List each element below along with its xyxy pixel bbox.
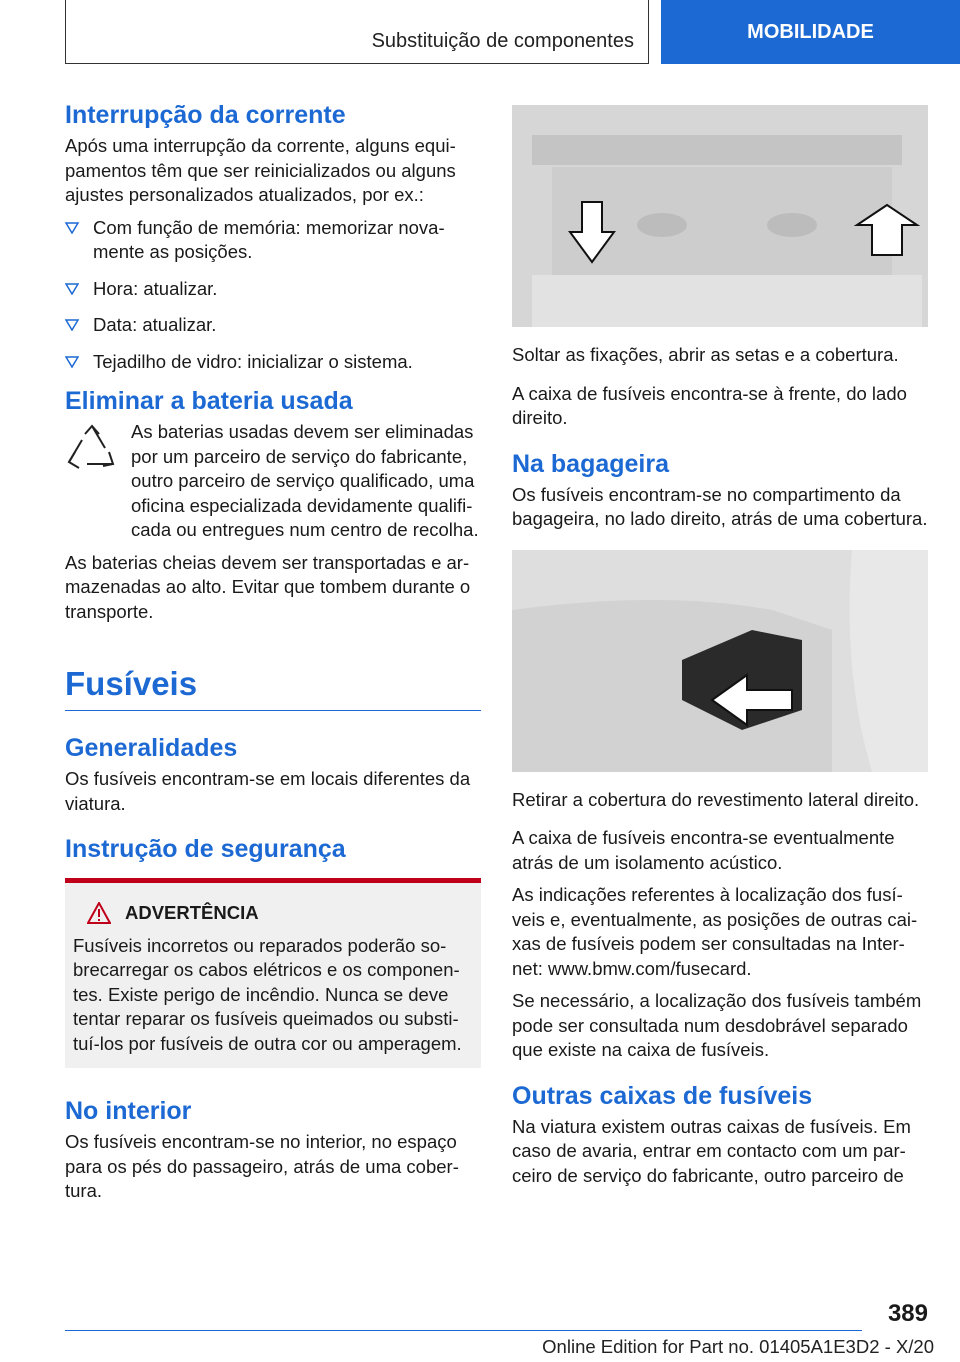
list-item: Hora: atualizar. xyxy=(65,277,481,302)
recycle-icon xyxy=(65,424,119,478)
recycle-block xyxy=(65,420,481,543)
warning-box xyxy=(65,878,481,1068)
paragraph-fusebox-location: A caixa de fusíveis encontra-se à frente, do lado direito. xyxy=(512,382,907,428)
right-column xyxy=(512,100,928,1196)
triangle-bullet-icon xyxy=(65,356,79,368)
paragraph-battery-transport: As baterias cheias devem ser transportadas e armazenadas ao alto. Evitar que tombem durante o transporte. xyxy=(65,551,471,622)
heading-safety: Instrução de segurança xyxy=(65,835,346,863)
caption-luggage-trim: Retirar a cobertura do revestimento lateral direito. xyxy=(512,788,920,810)
paragraph-acoustic-insulation: A caixa de fusíveis encontra-se eventualmente atrás de um isolamento acústico. xyxy=(512,827,895,873)
footer-rule xyxy=(65,1330,862,1331)
warning-text: Fusíveis incorretos ou reparados poderão sobrecarregar os cabos elétricos e os componentes. Existe perigo de incêndio. Nunca se deve tentar reparar os fusíveis queimados ou substituí-los por fusíveis de outra cor ou amperagem. xyxy=(73,934,462,1054)
paragraph-luggage: Os fusíveis encontram-se no compartimento da bagageira, no lado direito, atrás de uma cobertura. xyxy=(512,483,928,529)
warning-header xyxy=(73,901,473,926)
list-item: Tejadilho de vidro: inicializar o sistema. xyxy=(65,350,481,375)
list-item: Data: atualizar. xyxy=(65,313,481,338)
list-item: Com função de memória: memorizar novamente as posições. xyxy=(65,216,481,265)
warning-triangle-icon xyxy=(87,902,111,924)
heading-interior: No interior xyxy=(65,1097,192,1125)
paragraph-interior: Os fusíveis encontram-se no interior, no espaço para os pés do passageiro, atrás de uma cobertura. xyxy=(65,1131,459,1201)
triangle-bullet-icon xyxy=(65,222,79,234)
triangle-bullet-icon xyxy=(65,319,79,331)
header-section-box xyxy=(65,0,649,64)
fusebox-cover-photo xyxy=(512,105,928,327)
heading-luggage: Na bagageira xyxy=(512,449,670,478)
warning-label: ADVERTÊNCIA xyxy=(125,902,259,923)
triangle-bullet-icon xyxy=(65,283,79,295)
chapter-heading-block xyxy=(65,664,481,711)
paragraph-battery-disposal: As baterias usadas devem ser eliminadas por um parceiro de serviço do fabricante, outro parceiro de serviço qualificado, uma oficina especializada devidamente qualificada ou entregues num centro de recolha. xyxy=(131,421,479,540)
page-number: 389 xyxy=(887,1300,928,1327)
paragraph-foldout-info: Se necessário, a localização dos fusíveis também pode ser consultada num desdobrável separado que existe na caixa de fusíveis. xyxy=(512,990,922,1060)
bullet-list xyxy=(65,216,481,375)
paragraph-other-fuseboxes: Na viatura existem outras caixas de fusíveis. Em caso de avaria, entrar em contacto com um parceiro de serviço do fabricante, outro parceiro de xyxy=(512,1115,911,1186)
footer-edition: Online Edition for Part no. 01405A1E3D2 - X/20 xyxy=(542,1336,934,1357)
header-chapter-tab: MOBILIDADE xyxy=(661,0,960,64)
luggage-trim-photo xyxy=(512,550,928,772)
paragraph-fusecard-info: As indicações referentes à localização dos fusíveis e, eventualmente, as posições de outras caixas de fusíveis podem ser consultadas na Internet: www.bmw.com/fusecard. xyxy=(512,884,918,979)
heading-battery-disposal: Eliminar a bateria usada xyxy=(65,387,353,415)
paragraph-general: Os fusíveis encontram-se em locais diferentes da viatura. xyxy=(65,768,471,814)
heading-general: Generalidades xyxy=(65,734,238,762)
header-section-title: Substituição de componentes xyxy=(371,30,634,52)
left-column xyxy=(65,100,481,1212)
paragraph-power-interruption: Após uma interrupção da corrente, alguns equipamentos têm que ser reinicializados ou alguns ajustes personalizados atualizados, por ex.: xyxy=(65,135,456,205)
heading-other-fuseboxes: Outras caixas de fusíveis xyxy=(512,1081,813,1110)
heading-power-interruption: Interrupção da corrente xyxy=(65,101,346,129)
caption-fusebox-cover: Soltar as fixações, abrir as setas e a cobertura. xyxy=(512,344,899,365)
chapter-heading-fuses: Fusíveis xyxy=(65,665,198,702)
